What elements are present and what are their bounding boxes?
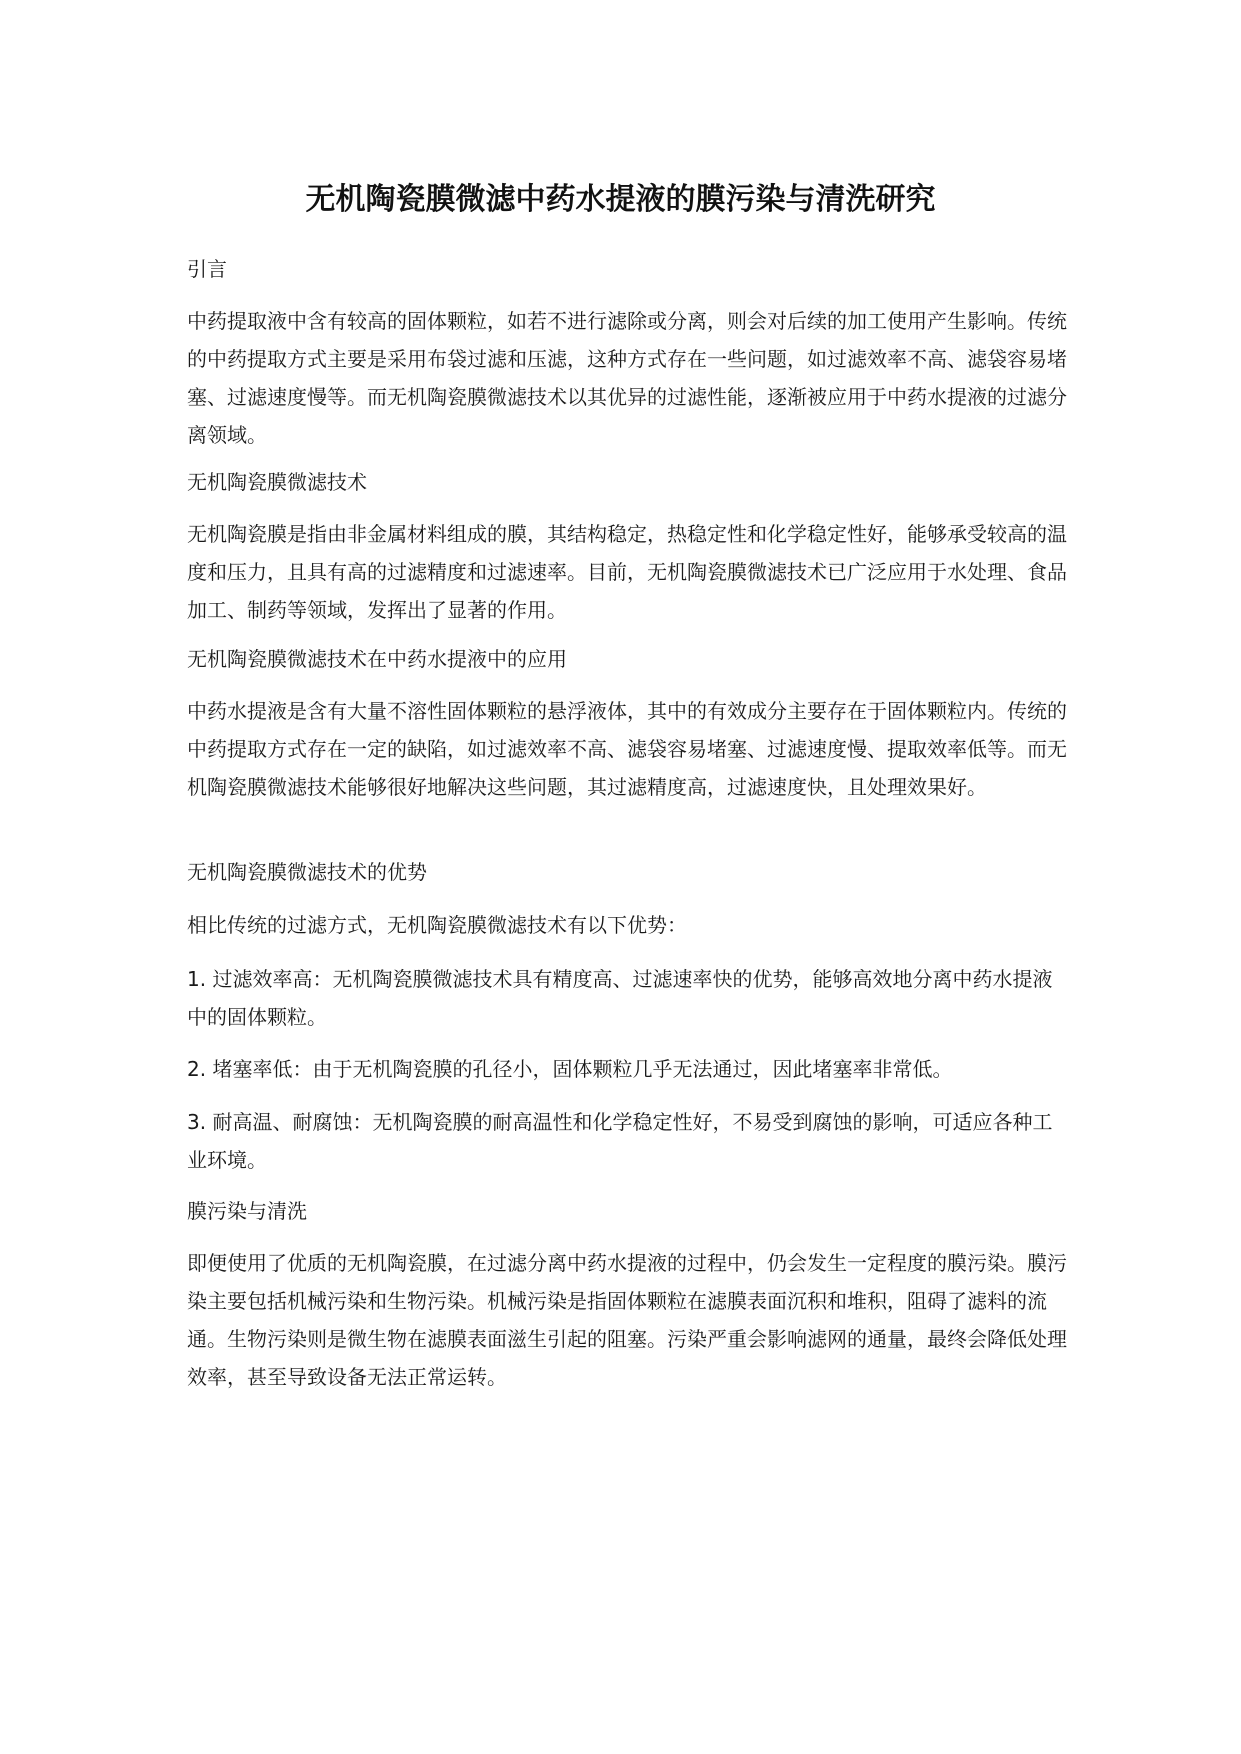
paragraph-ceramic-membrane-tech: 无机陶瓷膜是指由非金属材料组成的膜，其结构稳定，热稳定性和化学稳定性好，能够承受较高的温度和压力，且具有高的过滤精度和过滤速率。目前，无机陶瓷膜微滤技术已广泛应用于水处理、食品加工、制药等领域，发挥出了显著的作用。 [187,522,1067,622]
list-item-advantage-3: 3. 耐高温、耐腐蚀：无机陶瓷膜的耐高温性和化学稳定性好，不易受到腐蚀的影响，可适应各种工业环境。 [187,1110,1053,1172]
section-heading-advantages: 无机陶瓷膜微滤技术的优势 [187,860,427,884]
section-heading-fouling-cleaning: 膜污染与清洗 [187,1199,307,1223]
section-heading-ceramic-membrane-tech: 无机陶瓷膜微滤技术 [187,470,367,494]
section-heading-introduction: 引言 [187,257,227,281]
document-title: 无机陶瓷膜微滤中药水提液的膜污染与清洗研究 [305,182,936,217]
paragraph-advantages-intro: 相比传统的过滤方式，无机陶瓷膜微滤技术有以下优势： [187,913,687,937]
list-item-advantage-1: 1. 过滤效率高：无机陶瓷膜微滤技术具有精度高、过滤速率快的优势，能够高效地分离中药水提液中的固体颗粒。 [187,967,1053,1029]
paragraph-introduction: 中药提取液中含有较高的固体颗粒，如若不进行滤除或分离，则会对后续的加工使用产生影响。传统的中药提取方式主要是采用布袋过滤和压滤，这种方式存在一些问题，如过滤效率不高、滤袋容易堵塞、过滤速度慢等。而无机陶瓷膜微滤技术以其优异的过滤性能，逐渐被应用于中药水提液的过滤分离领域。 [187,309,1067,447]
list-item-advantage-2: 2. 堵塞率低：由于无机陶瓷膜的孔径小，固体颗粒几乎无法通过，因此堵塞率非常低。 [187,1057,953,1081]
paragraph-application: 中药水提液是含有大量不溶性固体颗粒的悬浮液体，其中的有效成分主要存在于固体颗粒内。传统的中药提取方式存在一定的缺陷，如过滤效率不高、滤袋容易堵塞、过滤速度慢、提取效率低等。而无机陶瓷膜微滤技术能够很好地解决这些问题，其过滤精度高，过滤速度快，且处理效果好。 [187,699,1067,799]
paragraph-fouling-cleaning: 即便使用了优质的无机陶瓷膜，在过滤分离中药水提液的过程中，仍会发生一定程度的膜污染。膜污染主要包括机械污染和生物污染。机械污染是指固体颗粒在滤膜表面沉积和堆积，阻碍了滤料的流通。生物污染则是微生物在滤膜表面滋生引起的阻塞。污染严重会影响滤网的通量，最终会降低处理效率，甚至导致设备无法正常运转。 [187,1251,1067,1389]
section-heading-application: 无机陶瓷膜微滤技术在中药水提液中的应用 [187,647,567,671]
